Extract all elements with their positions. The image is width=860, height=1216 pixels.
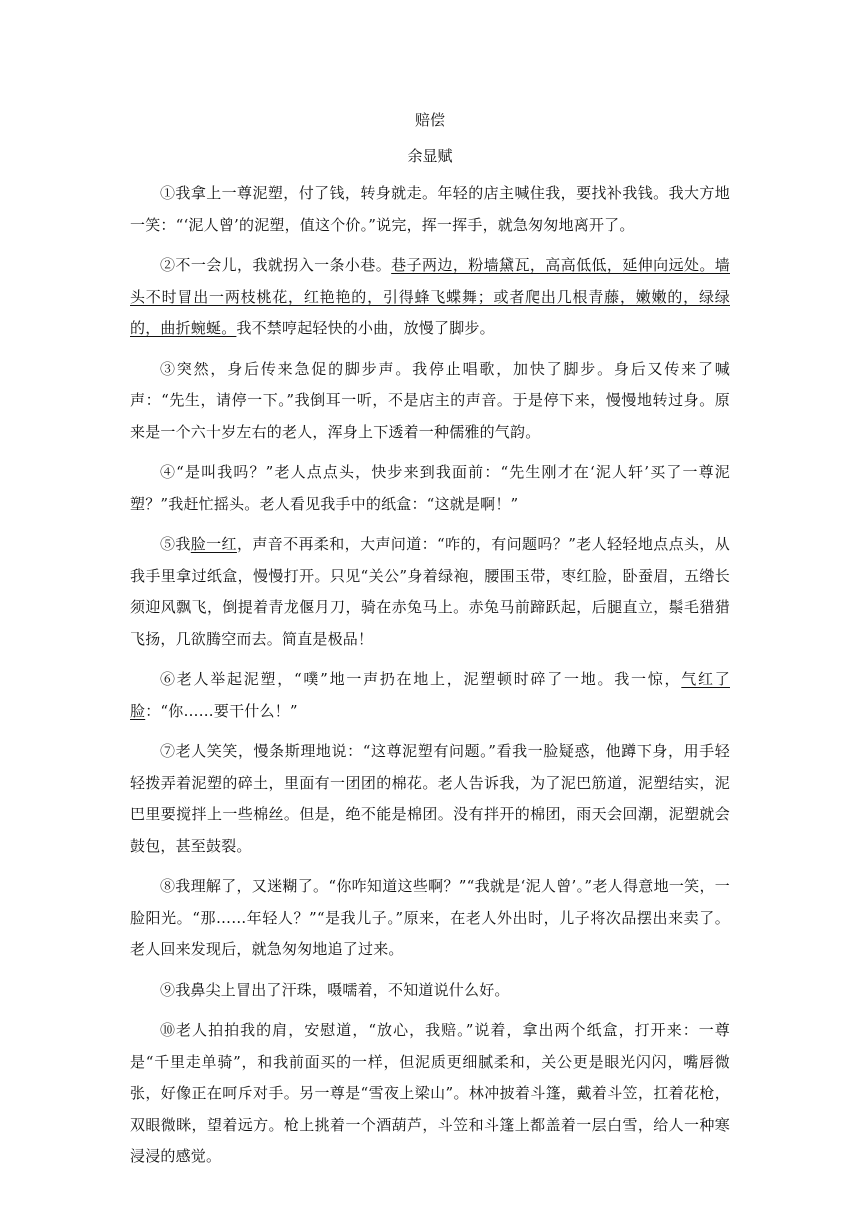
paragraph-text: ④“是叫我吗？”老人点点头，快步来到我面前：“先生刚才在‘泥人轩’买了一尊泥塑？”我赶忙摇头。老人看见我手中的纸盒：“这就是啊！”: [130, 463, 730, 513]
paragraph-text: ：“你……要干什么！”: [145, 701, 298, 720]
paragraph-text: ⑨我鼻尖上冒出了汗珠，嗫嚅着，不知道说什么好。: [160, 980, 510, 999]
paragraph-4: [130, 457, 730, 520]
paragraph-text: 我不禁哼起轻快的小曲，放慢了脚步。: [236, 319, 495, 337]
document-body: [130, 178, 730, 1173]
paragraph-7: [130, 736, 730, 862]
paragraph-1: [130, 178, 730, 241]
paragraph-text: ②不一会儿，我就拐入一条小巷。: [160, 256, 392, 274]
paragraph-text: ⑩老人拍拍我的肩，安慰道，“放心，我赔。”说着，拿出两个纸盒，打开来：一尊是“千里走单骑”，和我前面买的一样，但泥质更细腻柔和，关公更是眼光闪闪，嘴唇微张，好像正在呵斥对手。另一尊是“雪夜上梁山”。林冲披着斗篷，戴着斗笠，扛着花枪，双眼微眯，望着远方。枪上挑着一个酒葫芦，斗笠和斗篷上都盖着一层白雪，给人一种寒浸浸的感觉。: [130, 1021, 730, 1165]
document-title: 赔偿: [414, 111, 445, 129]
paragraph-text: ①我拿上一尊泥塑，付了钱，转身就走。年轻的店主喊住我，要找补我钱。我大方地一笑：“‘泥人曾’的泥塑，值这个价。”说完，挥一挥手，就急匆匆地离开了。: [130, 184, 730, 234]
paragraph-3: [130, 354, 730, 449]
paragraph-text: ⑦老人笑笑，慢条斯理地说：“这尊泥塑有问题。”看我一脸疑惑，他蹲下身，用手轻轻拨弄着泥塑的碎土，里面有一团团的棉花。老人告诉我，为了泥巴筋道，泥塑结实，泥巴里要搅拌上一些棉丝。但是，绝不能是棉团。没有拌开的棉团，雨天会回潮，泥塑就会鼓包，甚至鼓裂。: [130, 742, 730, 855]
document-page: [130, 110, 730, 1182]
underlined-text: 脸一红: [190, 535, 237, 553]
document-author: 余显赋: [407, 147, 453, 165]
paragraph-9: [130, 975, 730, 1007]
paragraph-2: [130, 250, 730, 345]
underlined-text: 气红了脸: [130, 670, 730, 720]
paragraph-5: [130, 529, 730, 655]
paragraph-text: ③突然，身后传来急促的脚步声。我停止唱歌，加快了脚步。身后又传来了喊声：“先生，请停一下。”我倒耳一听，不是店主的声音。于是停下来，慢慢地转过身。原来是一个六十岁左右的老人，浑身上下透着一种儒雅的气韵。: [130, 359, 730, 441]
paragraph-text: ⑥老人举起泥塑，“噗”地一声扔在地上，泥塑顿时碎了一地。我一惊，: [160, 670, 682, 688]
paragraph-text: ，声音不再柔和，大声问道：“咋的，有问题吗？”老人轻轻地点点头，从我手里拿过纸盒，慢慢打开。只见“关公”身着绿袍，腰围玉带，枣红脸，卧蚕眉，五绺长须迎风飘飞，倒提着青龙偃月刀，骑在赤兔马上。赤兔马前蹄跃起，后腿直立，鬃毛猎猎飞扬，几欲腾空而去。简直是极品！: [130, 535, 730, 648]
underlined-text: 巷子两边，粉墙黛瓦，高高低低，延伸向远处。墙头不时冒出一两枝桃花，红艳艳的，引得蜂飞蝶舞；或者爬出几根青藤，嫩嫩的，绿绿的，曲折蜿蜒。: [130, 256, 730, 337]
paragraph-text: ⑧我理解了，又迷糊了。“你咋知道这些啊？”“我就是‘泥人曾’。”老人得意地一笑，一脸阳光。“那……年轻人？”“是我儿子。”原来，在老人外出时，儿子将次品摆出来卖了。老人回来发现后，就急匆匆地追了过来。: [130, 877, 730, 958]
paragraph-8: [130, 871, 730, 966]
paragraph-10: [130, 1015, 730, 1173]
paragraph-text: ⑤我: [160, 535, 191, 553]
paragraph-6: [130, 664, 730, 727]
